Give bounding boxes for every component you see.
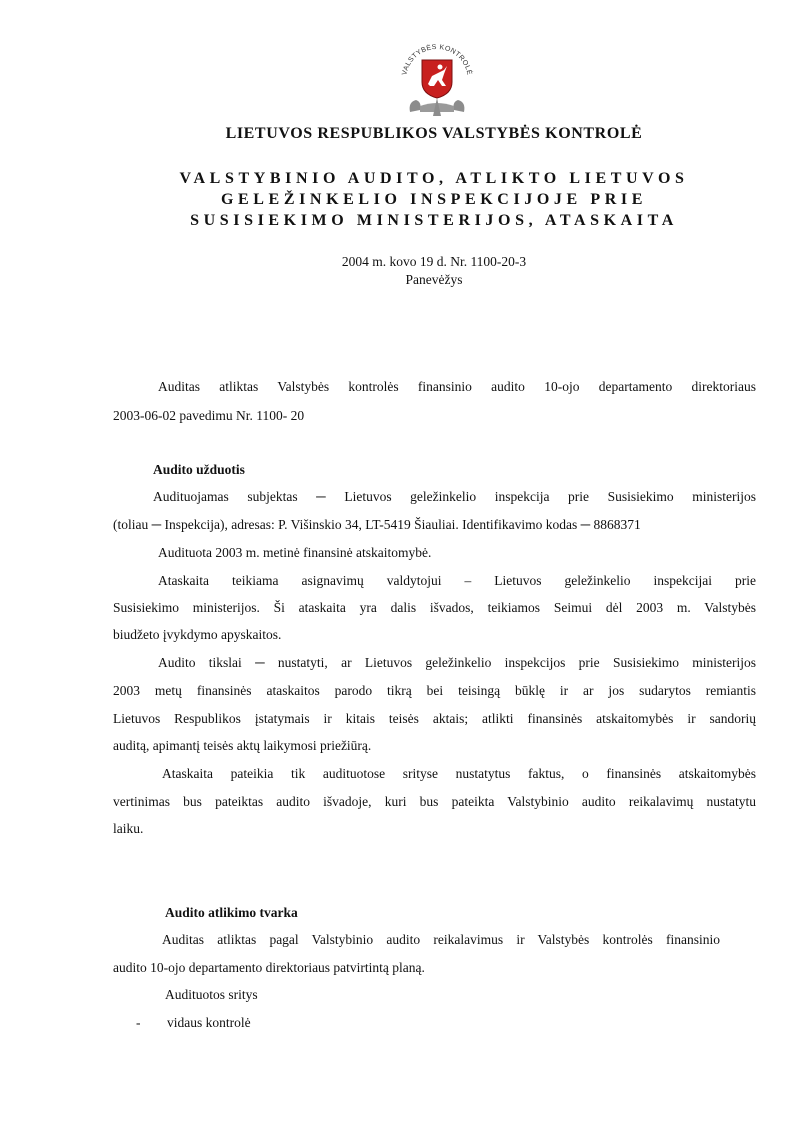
report-title-line-3: SUSISIEKIMO MINISTERIJOS, ATASKAITA bbox=[190, 212, 678, 229]
section2-line-2: audito 10-ojo departamento direktoriaus patvirtintą planą. bbox=[113, 960, 425, 975]
institution-name: LIETUVOS RESPUBLIKOS VALSTYBĖS KONTROLĖ bbox=[225, 125, 643, 142]
list-item-internal-control: vidaus kontrolė bbox=[167, 1015, 251, 1030]
section1-line-8: 2003 metų finansinės ataskaitos parodo tikrą bei teisingą būklę ir ar jos sudarytos remiantis bbox=[113, 683, 756, 698]
section1-line-10: auditą, apimantį teisės aktų laikymosi priežiūrą. bbox=[113, 738, 372, 753]
section1-line-6: biudžeto įvykdymo apyskaitos. bbox=[113, 627, 282, 642]
section1-line-5: Susisiekimo ministerijos. Ši ataskaita yra dalis išvados, teikiamos Seimui dėl 2003 m. Valstybės bbox=[113, 600, 756, 615]
list-bullet-dash: - bbox=[136, 1015, 141, 1030]
state-audit-emblem-logo bbox=[392, 40, 482, 118]
report-title-line-2: GELEŽINKELIO INSPEKCIJOJE PRIE bbox=[220, 191, 648, 208]
intro-line-1: Auditas atliktas Valstybės kontrolės finansinio audito 10-ojo departamento direktoriaus bbox=[158, 379, 756, 394]
section1-line-3: Audituota 2003 m. metinė finansinė atskaitomybė. bbox=[158, 545, 432, 560]
section1-line-4: Ataskaita teikiama asignavimų valdytojui – Lietuvos geležinkelio inspekcijai prie bbox=[158, 573, 756, 588]
report-date-number: 2004 m. kovo 19 d. Nr. 1100-20-3 bbox=[341, 254, 527, 269]
section-heading-audit-task: Audito užduotis bbox=[153, 462, 245, 477]
section1-line-2: (toliau ─ Inspekcija), adresas: P. Višinskio 34, LT-5419 Šiauliai. Identifikavimo kodas ─ 8868371 bbox=[113, 517, 641, 532]
section-heading-audit-procedure: Audito atlikimo tvarka bbox=[165, 905, 298, 920]
section1-line-13: laiku. bbox=[113, 821, 144, 836]
section1-line-1: Audituojamas subjektas ─ Lietuvos geležinkelio inspekcija prie Susisiekimo ministerijos bbox=[153, 489, 756, 504]
section2-line-3: Audituotos sritys bbox=[165, 987, 258, 1002]
svg-text:VALSTYBĖS KONTROLĖ: VALSTYBĖS KONTROLĖ bbox=[401, 43, 473, 76]
report-title-line-1: VALSTYBINIO AUDITO, ATLIKTO LIETUVOS bbox=[179, 170, 689, 187]
section1-line-11: Ataskaita pateikia tik audituotose srityse nustatytus faktus, o finansinės atskaitomybės bbox=[162, 766, 756, 781]
intro-line-2: 2003-06-02 pavedimu Nr. 1100- 20 bbox=[113, 408, 305, 423]
section2-line-1: Auditas atliktas pagal Valstybinio audito reikalavimus ir Valstybės kontrolės finansinio bbox=[162, 932, 720, 947]
section1-line-7: Audito tikslai ─ nustatyti, ar Lietuvos geležinkelio inspekcijos prie Susisiekimo ministerijos bbox=[158, 655, 756, 670]
section1-line-9: Lietuvos Respublikos įstatymais ir kitais teisės aktais; atlikti finansinės atskaitomybės ir sandorių bbox=[113, 711, 756, 726]
section1-line-12: vertinimas bus pateiktas audito išvadoje, kuri bus pateikta Valstybinio audito reikalavimų nustatytu bbox=[113, 794, 756, 809]
report-place: Panevėžys bbox=[405, 272, 463, 287]
